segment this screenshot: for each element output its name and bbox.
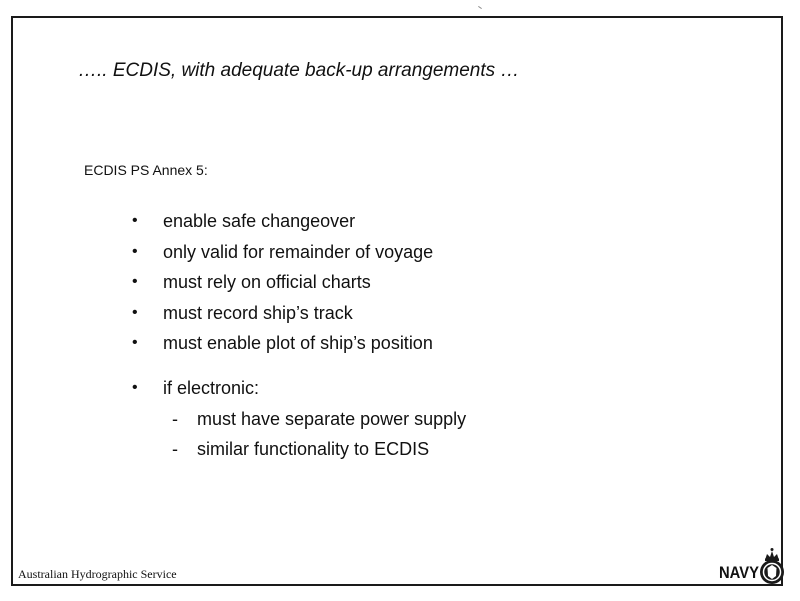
section-label: ECDIS PS Annex 5: [84, 162, 208, 178]
sub-bullet-item [168, 406, 466, 436]
bullet-item [130, 239, 433, 270]
dash-icon: - [172, 409, 178, 429]
bullet-item [130, 375, 433, 406]
slide-title: ….. ECDIS, with adequate back-up arrangements … [78, 60, 520, 81]
navy-crest-icon [717, 536, 787, 586]
bullet-text: must record ship’s track [163, 302, 353, 323]
bullet-dot-icon: • [132, 303, 138, 321]
bullet-item [130, 300, 433, 331]
bullet-dot-icon: • [132, 212, 138, 229]
footer-organization: Australian Hydrographic Service [18, 567, 177, 581]
bullet-dot-icon: • [132, 334, 138, 351]
sub-bullet-text: must have separate power supply [197, 409, 467, 429]
decorative-mark [478, 6, 482, 9]
bullet-item [130, 330, 433, 361]
bullet-dot-icon: • [132, 378, 138, 396]
sub-bullet-list [168, 406, 466, 466]
bullet-dot-icon: • [132, 273, 138, 290]
bullet-text: enable safe changeover [163, 211, 356, 231]
bullet-text: only valid for remainder of voyage [163, 241, 434, 262]
bullet-item [130, 269, 433, 300]
sub-bullet-text: similar functionality to ECDIS [197, 439, 430, 459]
bullet-text: must enable plot of ship’s position [163, 333, 433, 353]
sub-bullet-item [168, 436, 466, 466]
bullet-dot-icon: • [132, 242, 138, 260]
bullet-text: must rely on official charts [163, 272, 371, 292]
bullet-list [130, 208, 433, 405]
dash-icon: - [172, 439, 178, 459]
navy-logo-text: NAVY [719, 563, 760, 582]
bullet-text: if electronic: [163, 377, 260, 398]
bullet-item [130, 208, 433, 239]
